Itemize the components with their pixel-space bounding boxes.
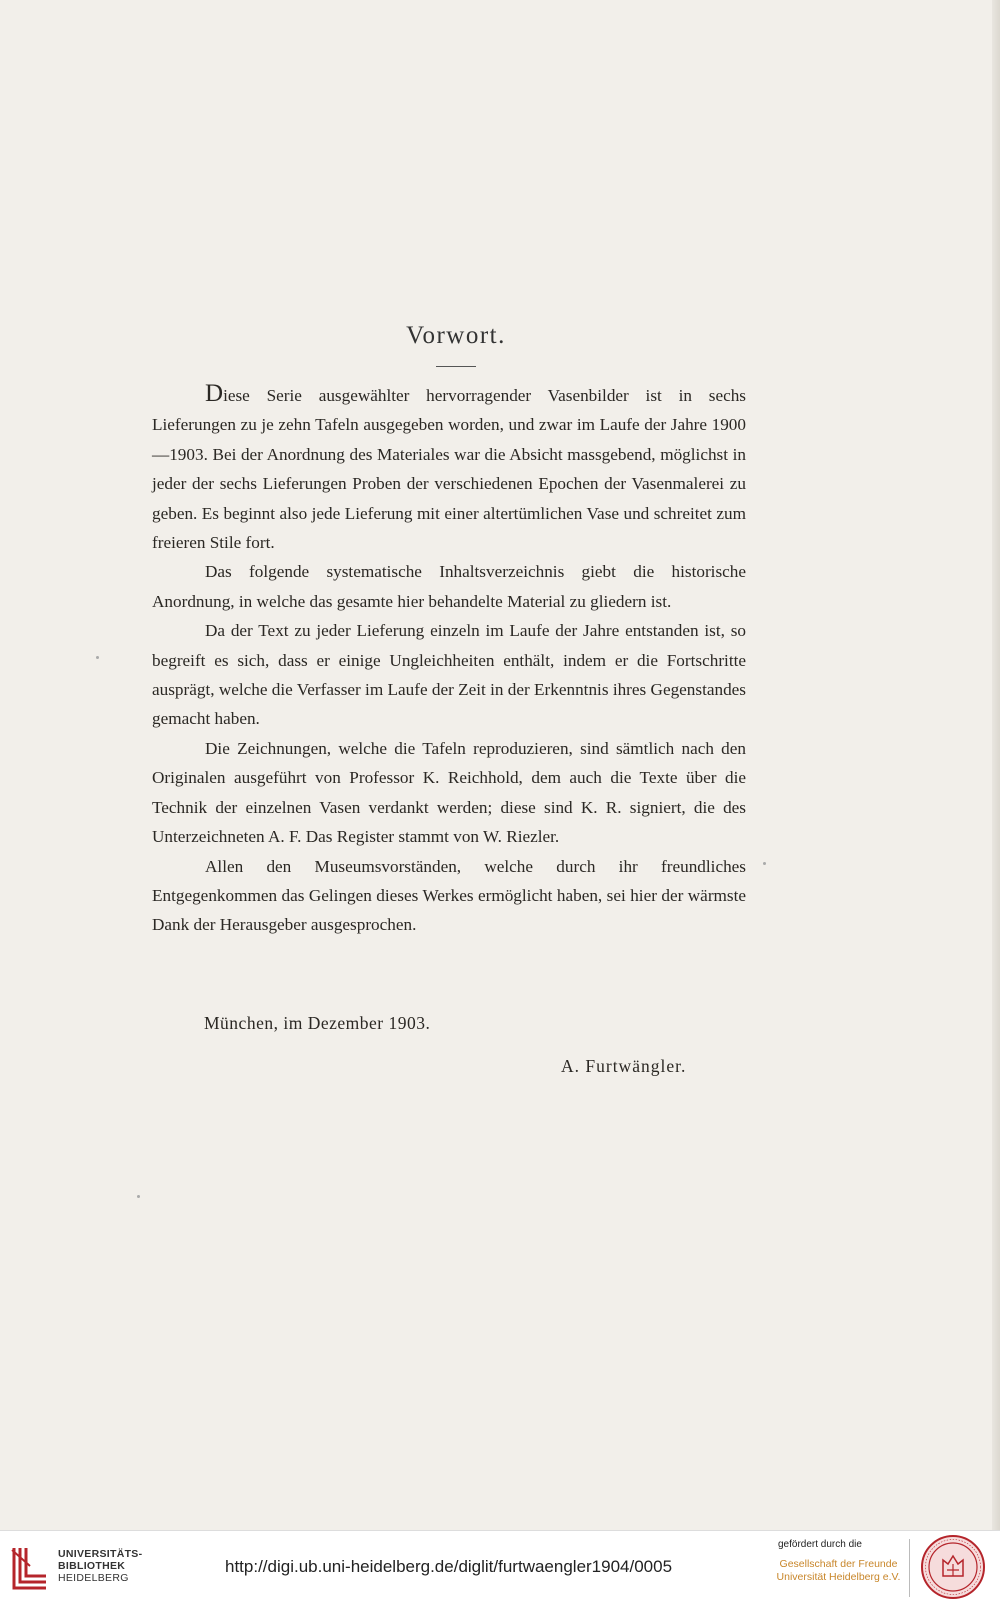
paragraph-text: iese Serie ausgewählter hervorragender Vasenbilder ist in sechs Lieferungen zu je zehn Tafeln ausgegeben worden, und zwar im Laufe der Jahre 1900—1903. Bei der Anordnung des Materiales war die Absicht massgebend, möglichst in jeder der sechs Lieferungen Proben der verschiedenen Epochen der Vasenmalerei zu geben. Es beginnt also jede Lieferung mit einer altertümlichen Vase und schreitet zum freieren Stile fort. <box>152 386 746 553</box>
sponsor-label: gefördert durch die <box>778 1539 862 1550</box>
dropcap: D <box>205 380 224 407</box>
library-name <box>58 1548 142 1584</box>
paragraph <box>152 381 746 557</box>
place-date: München, im Dezember 1903. <box>204 1013 431 1033</box>
paragraph: Das folgende systematische Inhaltsverzeichnis giebt die historische Anordnung, in welche das gesamte hier behandelte Material zu gliedern ist. <box>152 562 746 611</box>
permalink-url[interactable]: http://digi.ub.uni-heidelberg.de/diglit/furtwaengler1904/0005 <box>225 1557 673 1576</box>
signature: A. Furtwängler. <box>561 1056 687 1076</box>
university-library-logo-icon[interactable] <box>8 1544 52 1592</box>
library-name-line: HEIDELBERG <box>58 1572 129 1584</box>
sponsor-name-line: Universität Heidelberg e.V. <box>776 1571 901 1583</box>
sponsor-name[interactable] <box>776 1558 901 1584</box>
sponsor-name-line: Gesellschaft der Freunde <box>779 1558 898 1570</box>
university-seal-icon[interactable] <box>920 1534 986 1600</box>
page-title: Vorwort. <box>406 322 506 349</box>
library-name-line: BIBLIOTHEK <box>58 1560 126 1572</box>
paragraph: Die Zeichnungen, welche die Tafeln reproduzieren, sind sämtlich nach den Originalen ausgeführt von Professor K. Reichhold, dem auch die Texte über die Technik der einzelnen Vasen verdankt werden; diese sind K. R. signiert, die des Unterzeichneten A. F. Das Register stammt von W. Riezler. <box>152 738 746 847</box>
paper-speck <box>96 656 99 659</box>
paragraph: Allen den Museumsvorständen, welche durch ihr freundliches Entgegenkommen das Gelingen dieses Werkes ermöglicht haben, sei hier der wärmste Dank der Herausgeber ausgesprochen. <box>152 856 746 935</box>
paper-speck <box>137 1195 140 1198</box>
footer-bar <box>0 1530 1000 1603</box>
preface-body <box>152 381 746 940</box>
paragraph: Da der Text zu jeder Lieferung einzeln im Laufe der Jahre entstanden ist, so begreift es sich, dass er einige Ungleichheiten enthält, indem er die Fortschritte ausprägt, welche die Verfasser im Laufe der Zeit in der Erkenntnis ihres Gegenstandes gemacht haben. <box>152 621 746 729</box>
paper-speck <box>763 862 766 865</box>
footer-divider <box>909 1539 910 1597</box>
library-name-line: UNIVERSITÄTS- <box>58 1548 143 1560</box>
page-edge <box>992 0 1000 1530</box>
title-rule <box>436 366 476 367</box>
